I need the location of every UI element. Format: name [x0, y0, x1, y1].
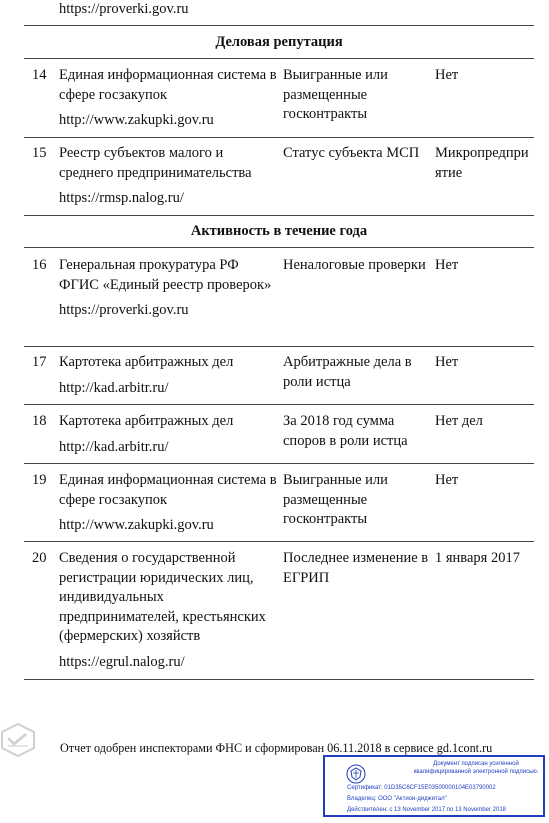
source-cell [59, 66, 277, 131]
source-cell [59, 471, 277, 536]
source-url[interactable]: https://rmsp.nalog.ru/ [59, 190, 184, 206]
source-name: Сведения о государственной регистрации юридических лиц, индивидуальных предпринимателей, крестьянских (фермерских) хозяйств [59, 550, 266, 644]
row-number: 15 [32, 145, 47, 161]
row-number: 17 [32, 354, 47, 370]
service-logo-icon [0, 722, 36, 758]
parameter-cell: Арбитражные дела в роли истца [283, 354, 412, 390]
parameter-cell: Выигранные или размещенные госконтракты [283, 67, 388, 122]
source-cell [59, 353, 277, 398]
parameter-cell: Статус субъекта МСП [283, 145, 420, 161]
top-url: https://proverki.gov.ru [59, 1, 189, 17]
section-title-activity: Активность в течение года [190, 223, 368, 239]
value-cell: Нет [435, 472, 459, 488]
divider [24, 137, 534, 138]
row-number: 19 [32, 472, 47, 488]
parameter-cell: Неналоговые проверки [283, 257, 426, 273]
source-name: Генеральная прокуратура РФ ФГИС «Единый реестр проверок» [59, 257, 272, 293]
row-number: 20 [32, 550, 47, 566]
value-cell: Нет [435, 67, 459, 83]
stamp-certificate: Сертификат: 01D35C6CF15E03500000104E03790002 [347, 785, 496, 791]
divider [24, 247, 534, 248]
source-url[interactable]: https://proverki.gov.ru [59, 302, 189, 318]
row-number: 16 [32, 257, 47, 273]
row-number: 18 [32, 413, 47, 429]
source-name: Картотека арбитражных дел [59, 413, 234, 429]
divider [24, 541, 534, 542]
value-cell: 1 января 2017 [435, 550, 520, 566]
stamp-validity: Действителен: с 13 November 2017 по 13 November 2018 [347, 807, 506, 813]
source-url[interactable]: http://www.zakupki.gov.ru [59, 112, 214, 128]
source-url[interactable]: http://kad.arbitr.ru/ [59, 438, 169, 455]
source-name: Единая информационная система в сфере госзакупок [59, 472, 277, 508]
parameter-cell: Выигранные или размещенные госконтракты [283, 472, 388, 527]
source-url[interactable]: http://www.zakupki.gov.ru [59, 517, 214, 533]
report-footer-note: Отчет одобрен инспекторами ФНС и сформирован 06.11.2018 в сервисе gd.1cont.ru [60, 741, 493, 755]
value-cell: Микропредприятие [435, 145, 529, 181]
value-cell: Нет [435, 354, 459, 370]
stamp-title: Документ подписан усиленной квалифицированной электронной подписью. [413, 761, 539, 775]
digital-signature-stamp [323, 755, 545, 817]
divider [24, 404, 534, 405]
coat-of-arms-icon [345, 763, 367, 785]
source-cell [59, 412, 277, 457]
source-url[interactable]: https://egrul.nalog.ru/ [59, 653, 185, 670]
source-cell [59, 549, 277, 672]
section-title-reputation: Деловая репутация [215, 34, 343, 50]
parameter-cell: За 2018 год сумма споров в роли истца [283, 413, 408, 449]
row-number: 14 [32, 67, 47, 83]
divider [24, 215, 534, 216]
source-name: Единая информационная система в сфере госзакупок [59, 67, 277, 103]
divider [24, 346, 534, 347]
source-name: Реестр субъектов малого и среднего предпринимательства [59, 145, 252, 181]
source-name: Картотека арбитражных дел [59, 354, 234, 370]
value-cell: Нет дел [435, 413, 483, 429]
stamp-owner: Владелец: ООО "Актион-диджитал" [347, 796, 447, 802]
divider [24, 58, 534, 59]
source-url[interactable]: http://kad.arbitr.ru/ [59, 379, 169, 396]
source-cell [59, 144, 277, 209]
source-cell [59, 256, 277, 321]
divider [24, 25, 534, 26]
parameter-cell: Последнее изменение в ЕГРИП [283, 550, 429, 586]
divider [24, 463, 534, 464]
divider [24, 679, 534, 680]
value-cell: Нет [435, 257, 459, 273]
